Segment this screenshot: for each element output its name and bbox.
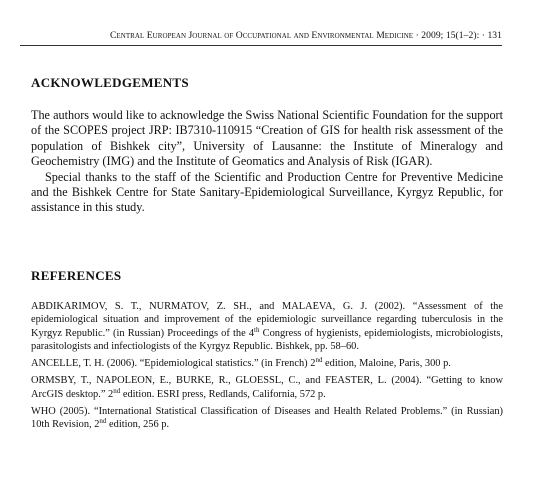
reference-text: ABDIKARIMOV, S. T., NURMATOV, Z. SH., and MALAEVA, G. J. (2002). “Assessment of the epidemiological situation and improvement of the epidemiologic surveillance regarding tuberculosis in the Kyrgyz Republic.” (in Russian) Proceedings of the 4: [31, 301, 503, 339]
references-list: [31, 300, 503, 436]
reference-superscript: nd: [99, 417, 107, 426]
reference-text: ORMSBY, T., NAPOLEON, E., BURKE, R., GLOESSL, C., and FEASTER, L. (2004). “Getting to know ArcGIS desktop.” 2: [31, 375, 503, 400]
acknowledgements-body: [31, 108, 503, 216]
running-head-separator: ·: [479, 30, 488, 41]
reference-superscript: th: [254, 325, 260, 334]
reference-text: WHO (2005). “International Statistical Classification of Diseases and Health Related Problems.” (in Russian) 10th Revision, 2: [31, 406, 503, 431]
reference-text: edition, Maloine, Paris, 300 p.: [322, 358, 451, 370]
journal-year: 2009;: [421, 30, 444, 41]
running-head: [20, 30, 502, 41]
reference-text: ANCELLE, T. H. (2006). “Epidemiological statistics.” (in French) 2: [31, 358, 316, 370]
running-head-separator: ·: [413, 30, 422, 41]
page-number: 131: [487, 30, 502, 41]
reference-text: edition. ESRI press, Redlands, California, 572 p.: [120, 388, 326, 400]
reference-text: Congress of hygienists, epidemiologists, microbiologists, parasitologists and infectiologists of the Kyrgyz Republic. Bishkek, pp. 58–60.: [31, 327, 504, 352]
reference-item: [31, 357, 503, 370]
journal-volume-issue: 15(1–2):: [443, 30, 480, 41]
reference-item: [31, 405, 503, 432]
acknowledgements-paragraph: The authors would like to acknowledge the Swiss National Scientific Foundation for the support of the SCOPES project JRP: IB7310-110915 “Creation of GIS for health risk assessment of the population of Bishkek city”, University of Lausanne: the Institute of Mineralogy and Geochemistry (IMG) and the Institute of Geomatics and Analysis of Risk (IGAR).: [31, 108, 503, 169]
acknowledgements-heading: ACKNOWLEDGEMENTS: [31, 75, 189, 90]
reference-superscript: nd: [113, 386, 121, 395]
journal-name: Central European Journal of Occupational and Environmental Medicine: [109, 30, 414, 41]
references-heading: REFERENCES: [31, 268, 122, 283]
reference-text: edition, 256 p.: [106, 419, 170, 431]
reference-item: [31, 300, 503, 353]
reference-superscript: nd: [315, 356, 323, 365]
reference-item: [31, 374, 503, 401]
acknowledgements-paragraph: Special thanks to the staff of the Scientific and Production Centre for Preventive Medicine and the Bishkek Centre for State Sanitary-Epidemiological Surveillance, Kyrgyz Republic, for assistance in this study.: [31, 169, 503, 215]
header-rule: [20, 45, 502, 46]
